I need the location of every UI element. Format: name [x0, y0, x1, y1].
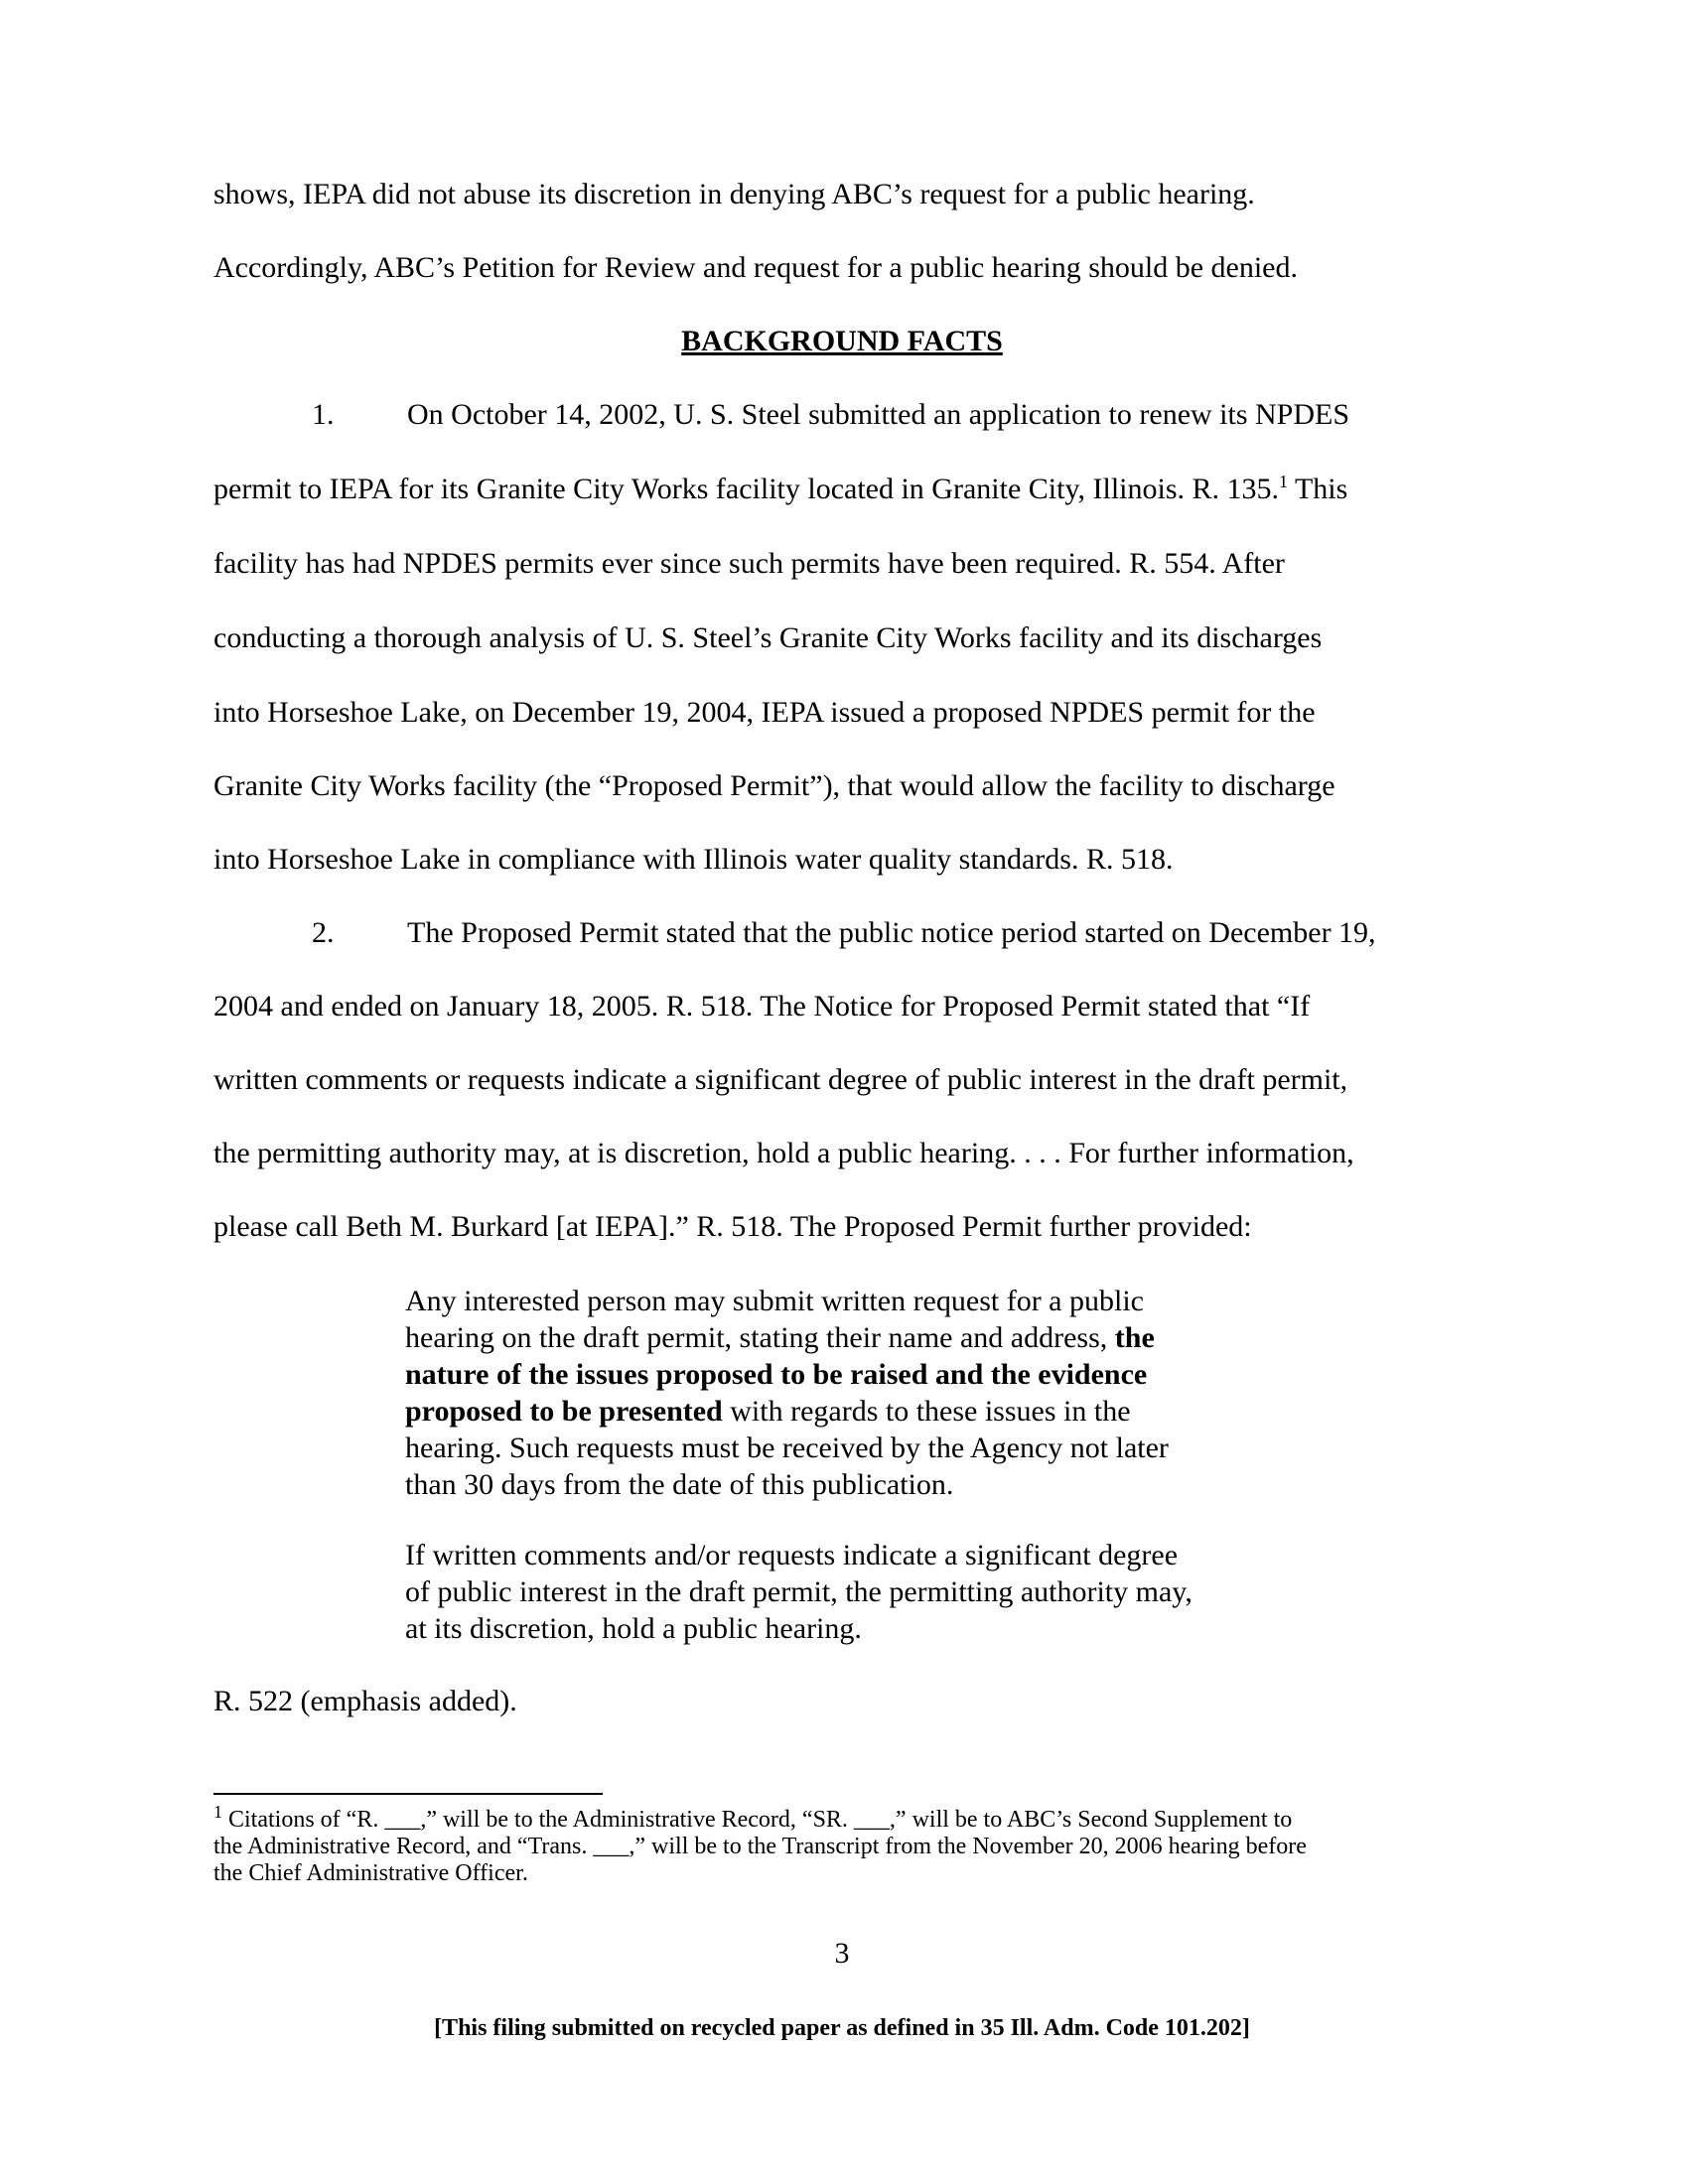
quote-line: Any interested person may submit written request for a public — [405, 1285, 1144, 1317]
intro-line: Accordingly, ABC’s Petition for Review and request for a public hearing should be denied. — [213, 251, 1298, 284]
paragraph-line: written comments or requests indicate a significant degree of public interest in the draft permit, — [213, 1063, 1348, 1096]
page-number: 3 — [834, 1937, 850, 1970]
paragraph-number: 2. — [312, 916, 335, 949]
paragraph-line: On October 14, 2002, U. S. Steel submitted an application to renew its NPDES — [407, 398, 1350, 431]
paragraph-line: into Horseshoe Lake in compliance with Illinois water quality standards. R. 518. — [213, 843, 1174, 876]
paragraph-line: 2004 and ended on January 18, 2005. R. 518. The Notice for Proposed Permit stated that “If — [213, 990, 1311, 1023]
quote-line-emphasis: nature of the issues proposed to be raised and the evidence — [405, 1358, 1148, 1391]
paragraph-line: facility has had NPDES permits ever since such permits have been required. R. 554. After — [213, 547, 1285, 580]
paragraph-line: The Proposed Permit stated that the public notice period started on December 19, — [407, 916, 1376, 949]
quote-line: of public interest in the draft permit, the permitting authority may, — [405, 1575, 1193, 1608]
paragraph-line: Granite City Works facility (the “Proposed Permit”), that would allow the facility to discharge — [213, 769, 1335, 802]
citation: R. 522 (emphasis added). — [213, 1685, 517, 1717]
quote-line: than 30 days from the date of this publication. — [405, 1468, 954, 1501]
footnote-marker: 1 — [213, 1802, 222, 1822]
footnote-line: $^1$ Citations of “R. ___,” will be to the Administrative Record, “SR. ___,” will be to ABC’s Second Supplement to — [213, 1802, 1293, 1833]
quote-line: hearing on the draft permit, stating their name and address, the — [405, 1321, 1155, 1354]
quote-line: at its discretion, hold a public hearing. — [405, 1612, 862, 1645]
recycled-paper-notice: [This filing submitted on recycled paper as defined in 35 Ill. Adm. Code 101.202] — [434, 2015, 1250, 2041]
paragraph-line: permit to IEPA for its Granite City Works facility located in Granite City, Illinois. R. 135.$^1$ This — [213, 472, 1348, 505]
footnote-line: the Chief Administrative Officer. — [213, 1860, 528, 1886]
quote-line: hearing. Such requests must be received by the Agency not later — [405, 1432, 1169, 1464]
paragraph-number: 1. — [312, 398, 335, 431]
paragraph-line: conducting a thorough analysis of U. S. Steel’s Granite City Works facility and its discharges — [213, 621, 1323, 654]
emphasis: proposed to be presented — [405, 1395, 723, 1428]
paragraph-line: please call Beth M. Burkard [at IEPA].” R. 518. The Proposed Permit further provided: — [213, 1210, 1252, 1243]
paragraph-line: into Horseshoe Lake, on December 19, 2004, IEPA issued a proposed NPDES permit for the — [213, 696, 1316, 729]
quote-line: If written comments and/or requests indicate a significant degree — [405, 1539, 1179, 1571]
quote-line: proposed to be presented with regards to these issues in the — [405, 1395, 1131, 1428]
paragraph-line: the permitting authority may, at is discretion, hold a public hearing. . . . For further information, — [213, 1137, 1354, 1169]
footnote-line: the Administrative Record, and “Trans. ___,” will be to the Transcript from the November 20, 2006 hearing before — [213, 1834, 1307, 1859]
emphasis: the — [1114, 1321, 1155, 1354]
section-heading: BACKGROUND FACTS — [681, 325, 1003, 357]
footnote-divider — [213, 1793, 603, 1795]
intro-line: shows, IEPA did not abuse its discretion in denying ABC’s request for a public hearing. — [213, 178, 1255, 210]
footnote-reference: 1 — [1279, 472, 1289, 491]
